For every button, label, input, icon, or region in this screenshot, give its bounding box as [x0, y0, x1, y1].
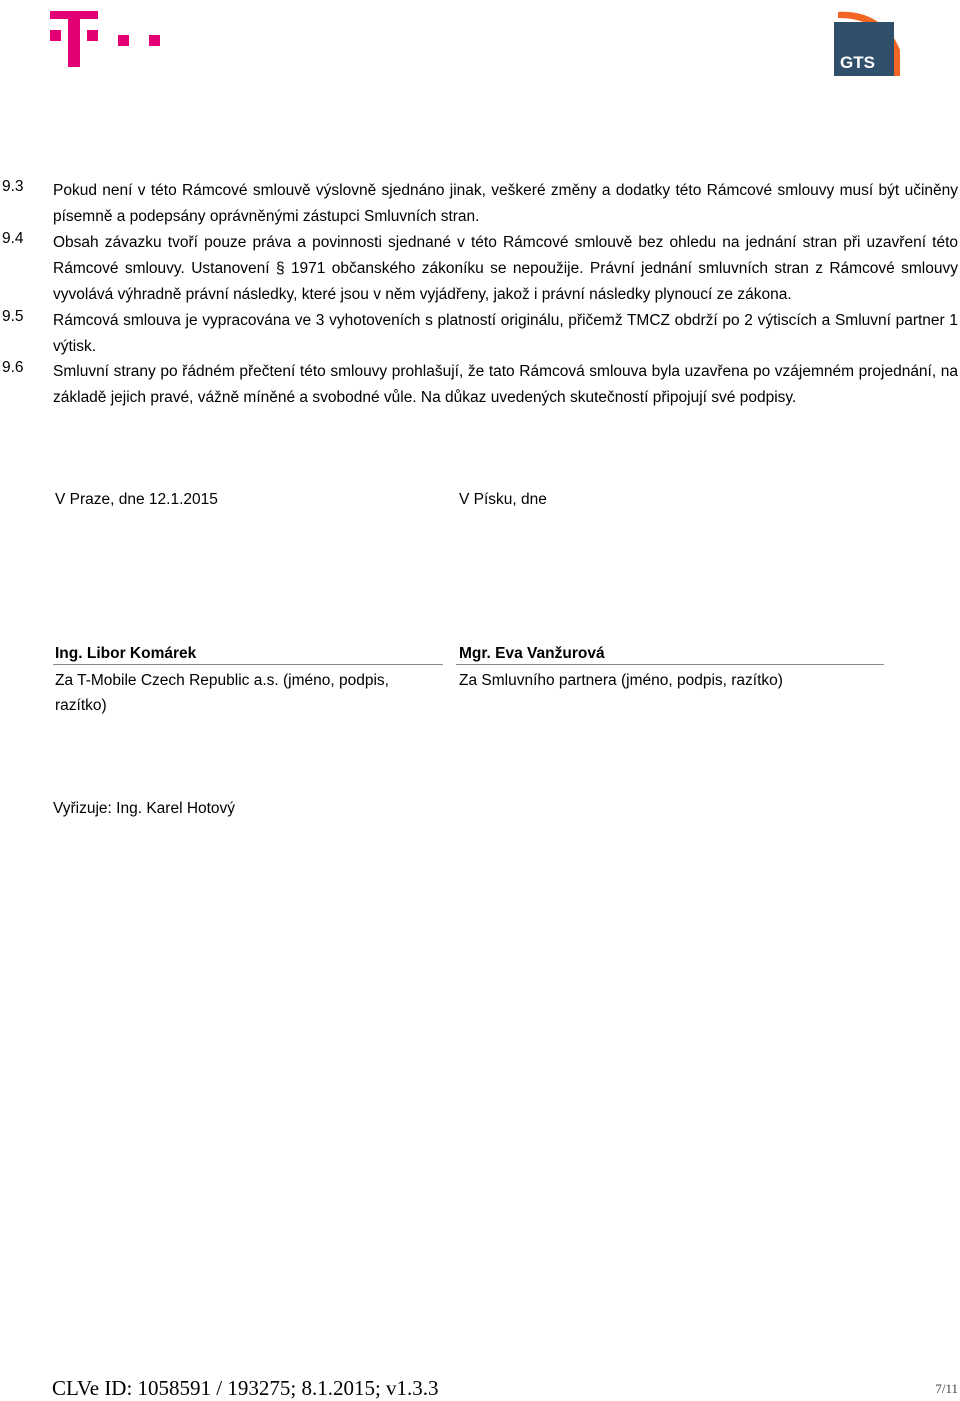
right-signatory-name: Mgr. Eva Vanžurová	[459, 645, 605, 662]
clause-9-4	[0, 230, 960, 307]
telekom-t-logo	[50, 8, 170, 68]
clause-number: 9.6	[2, 359, 24, 376]
clause-9-5	[0, 308, 960, 360]
clause-text: Pokud není v této Rámcové smlouvě výslovně sjednáno jinak, veškeré změny a dodatky této Rámcové smlouvy musí být učiněny písemně a podepsány oprávněnými zástupci Smluvních stran.	[53, 182, 958, 225]
left-place-date: V Praze, dne 12.1.2015	[55, 491, 218, 508]
left-signature-line	[53, 664, 443, 665]
right-signatory-role: Za Smluvního partnera (jméno, podpis, razítko)	[459, 672, 783, 689]
clause-number: 9.4	[2, 230, 24, 247]
left-signatory-role-cont: razítko)	[55, 697, 107, 714]
page-number: 7/11	[935, 1381, 958, 1396]
clause-text: Rámcová smlouva je vypracována ve 3 vyhotoveních s platností originálu, přičemž TMCZ obdrží po 2 výtiscích a Smluvní partner 1 výtisk.	[53, 312, 958, 355]
left-signatory-role: Za T-Mobile Czech Republic a.s. (jméno, podpis,	[55, 672, 389, 689]
gts-logo	[832, 6, 904, 78]
clause-9-6	[0, 359, 960, 411]
right-signature-line	[456, 664, 884, 665]
clause-text: Smluvní strany po řádném přečtení této smlouvy prohlašují, že tato Rámcová smlouva byla uzavřena po vzájemném projednání, na základě jejich pravé, vážně míněné a svobodné vůle. Na důkaz uvedených skutečností připojují své podpisy.	[53, 363, 958, 406]
clause-number: 9.5	[2, 308, 24, 325]
clause-9-3	[0, 178, 960, 230]
clause-number: 9.3	[2, 178, 24, 195]
left-signatory-name: Ing. Libor Komárek	[55, 645, 197, 662]
clause-text: Obsah závazku tvoří pouze práva a povinnosti sjednané v této Rámcové smlouvě bez ohledu na jednání stran při uzavření této Rámcové smlouvy. Ustanovení § 1971 občanského zákoníku se nepoužije. Právní jednání smluvních stran z Rámcové smlouvy vyvolává výhradně právní následky, které jsou v něm vyjádřeny, jakož i právní následky plynoucí ze zákona.	[53, 234, 958, 303]
document-id: CLVe ID: 1058591 / 193275; 8.1.2015; v1.3.3	[52, 1376, 439, 1400]
handled-by: Vyřizuje: Ing. Karel Hotový	[53, 800, 236, 817]
right-place-date: V Písku, dne	[459, 491, 547, 508]
gts-logo-text: GTS	[840, 53, 875, 72]
